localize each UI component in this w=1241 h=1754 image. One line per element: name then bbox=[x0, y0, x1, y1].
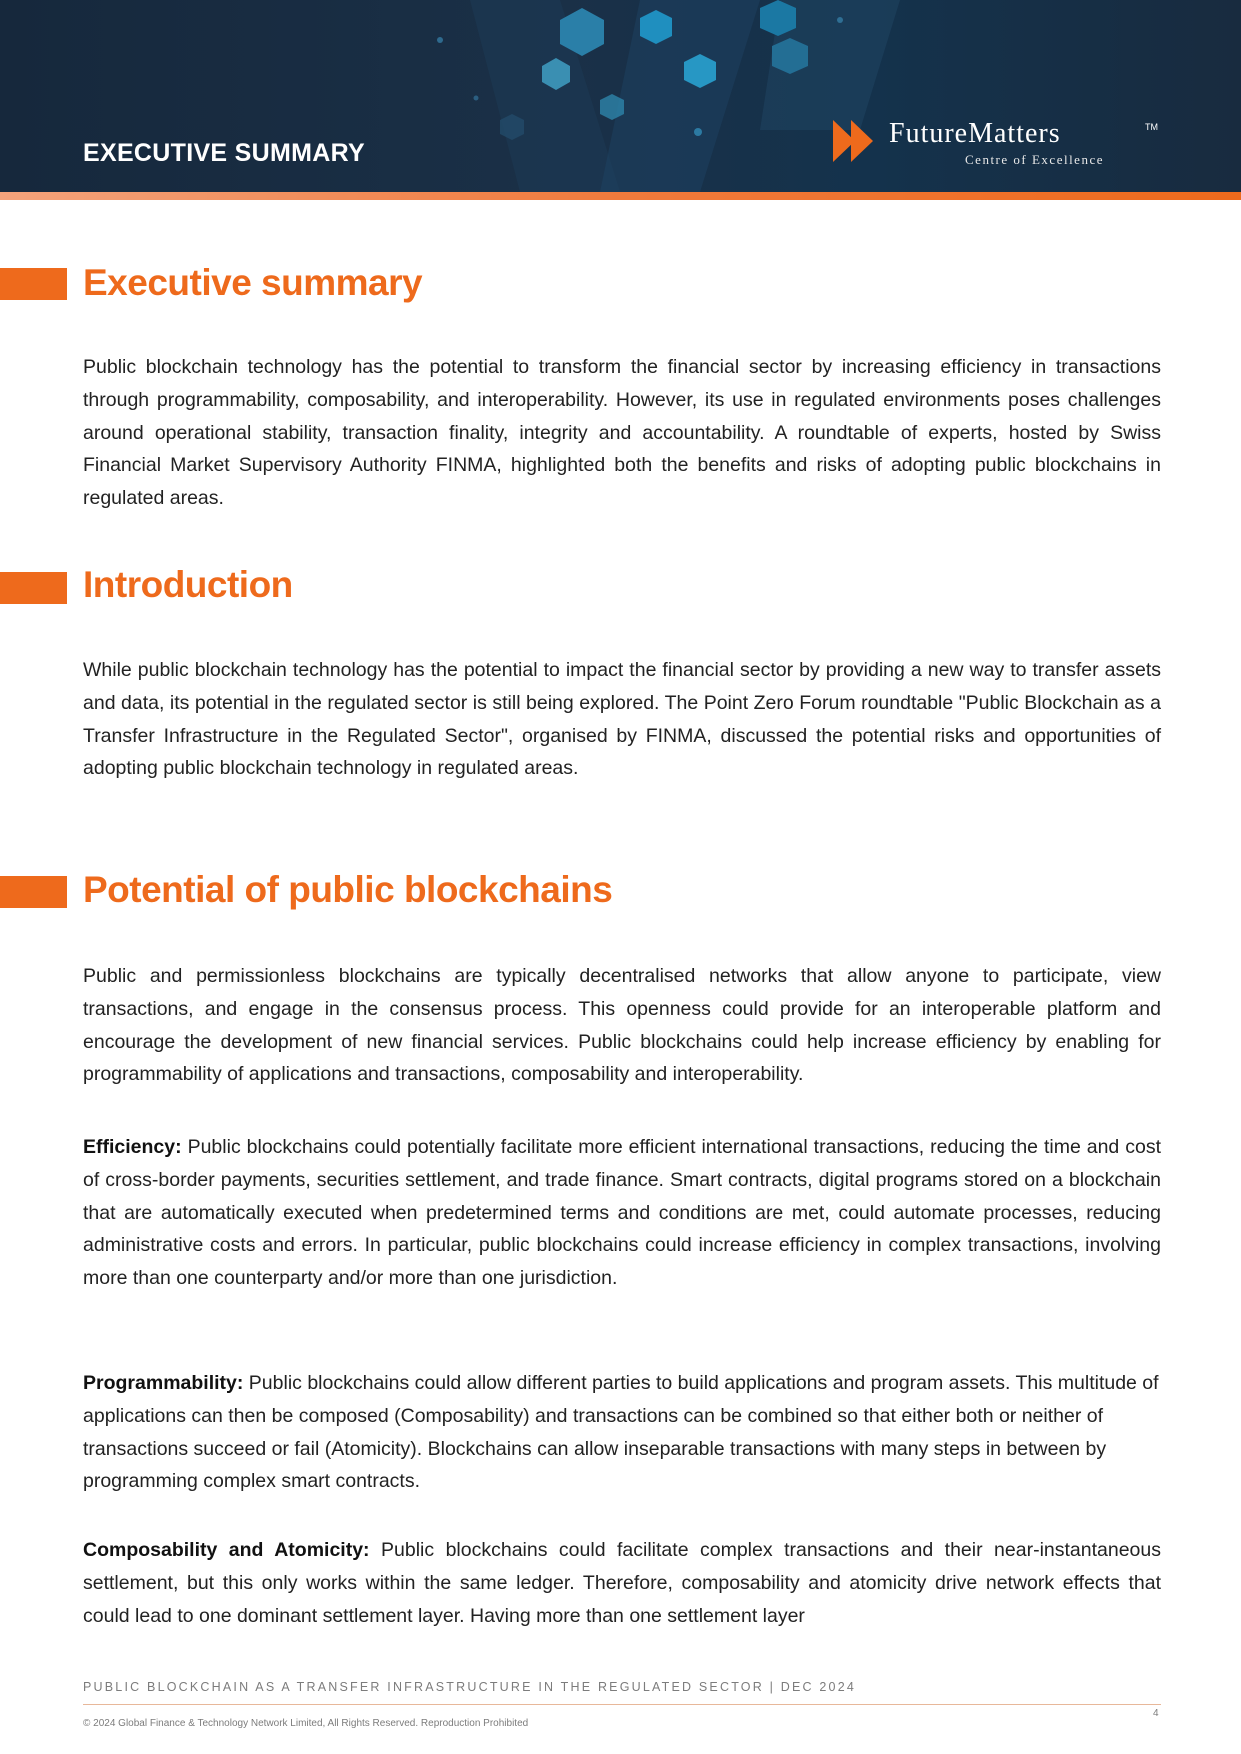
banner-accent-stripe bbox=[0, 192, 1241, 200]
text-efficiency: Public blockchains could potentially facilitate more efficient international transactions, reducing the time and cost of cross-border payments, securities settlement, and trade finance. Smart contracts, digital programs stored on a blockchain that are automatically executed when predetermined terms and conditions are met, could automate processes, reducing administrative costs and errors. In particular, public blockchains could increase efficiency in complex transactions, involving more than one counterparty and/or more than one jurisdiction. bbox=[83, 1136, 1161, 1290]
heading-potential: Potential of public blockchains bbox=[83, 869, 613, 910]
label-programmability: Programmability: bbox=[83, 1372, 244, 1394]
paragraph-efficiency bbox=[83, 1131, 1161, 1295]
text-composability: Public blockchains could facilitate complex transactions and their near-instantaneous settlement, but this only works within the same ledger. Therefore, composability and atomicity drive network effects that could lead to one dominant settlement layer. Having more than one settlement layer bbox=[83, 1539, 1161, 1627]
fast-forward-icon bbox=[833, 120, 877, 162]
logo-subtitle: Centre of Excellence bbox=[965, 152, 1104, 167]
logo-name: FutureMatters bbox=[889, 118, 1061, 149]
text-programmability: Public blockchains could allow different parties to build applications and program assets. This multitude of applications can then be composed (Composability) and transactions can be combined so that either both or neither of transactions succeed or fail (Atomicity). Blockchains can allow inseparable transactions with many steps in between by programming complex smart contracts. bbox=[83, 1372, 1159, 1493]
heading-introduction: Introduction bbox=[83, 564, 293, 605]
header-banner bbox=[0, 0, 1241, 192]
footer-document-title: PUBLIC BLOCKCHAIN AS A TRANSFER INFRASTRUCTURE IN THE REGULATED SECTOR | DEC 2024 bbox=[83, 1680, 857, 1694]
section-marker bbox=[0, 876, 67, 908]
label-efficiency: Efficiency: bbox=[83, 1136, 182, 1158]
section-marker bbox=[0, 268, 67, 300]
paragraph-programmability bbox=[83, 1367, 1161, 1498]
heading-executive-summary: Executive summary bbox=[83, 262, 423, 303]
paragraph-composability bbox=[83, 1534, 1161, 1632]
logo-trademark: TM bbox=[1145, 122, 1158, 132]
paragraph-potential-intro: Public and permissionless blockchains are typically decentralised networks that allow anyone to participate, view transactions, and engage in the consensus process. This openness could provide for an interoperable platform and encourage the development of new financial services. Public blockchains could help increase efficiency by enabling for programmability of applications and transactions, composability and interoperability. bbox=[83, 965, 1161, 1086]
paragraph-executive-summary: Public blockchain technology has the potential to transform the financial sector by increasing efficiency in transactions through programmability, composability, and interoperability. However, its use in regulated environments poses challenges around operational stability, transaction finality, integrity and accountability. A roundtable of experts, hosted by Swiss Financial Market Supervisory Authority FINMA, highlighted both the benefits and risks of adopting public blockchains in regulated areas. bbox=[83, 356, 1161, 510]
page-number: 4 bbox=[1153, 1708, 1159, 1719]
footer-divider bbox=[83, 1704, 1161, 1705]
paragraph-introduction: While public blockchain technology has the potential to impact the financial sector by providing a new way to transfer assets and data, its potential in the regulated sector is still being explored. The Point Zero Forum roundtable "Public Blockchain as a Transfer Infrastructure in the Regulated Sector", organised by FINMA, discussed the potential risks and opportunities of adopting public blockchain technology in regulated areas. bbox=[83, 659, 1161, 780]
footer-copyright: © 2024 Global Finance & Technology Network Limited, All Rights Reserved. Reproduction Prohibited bbox=[83, 1718, 529, 1729]
banner-title: EXECUTIVE SUMMARY bbox=[83, 139, 365, 167]
label-composability: Composability and Atomicity: bbox=[83, 1539, 370, 1561]
section-marker bbox=[0, 572, 67, 604]
futurematters-logo bbox=[833, 118, 1163, 168]
